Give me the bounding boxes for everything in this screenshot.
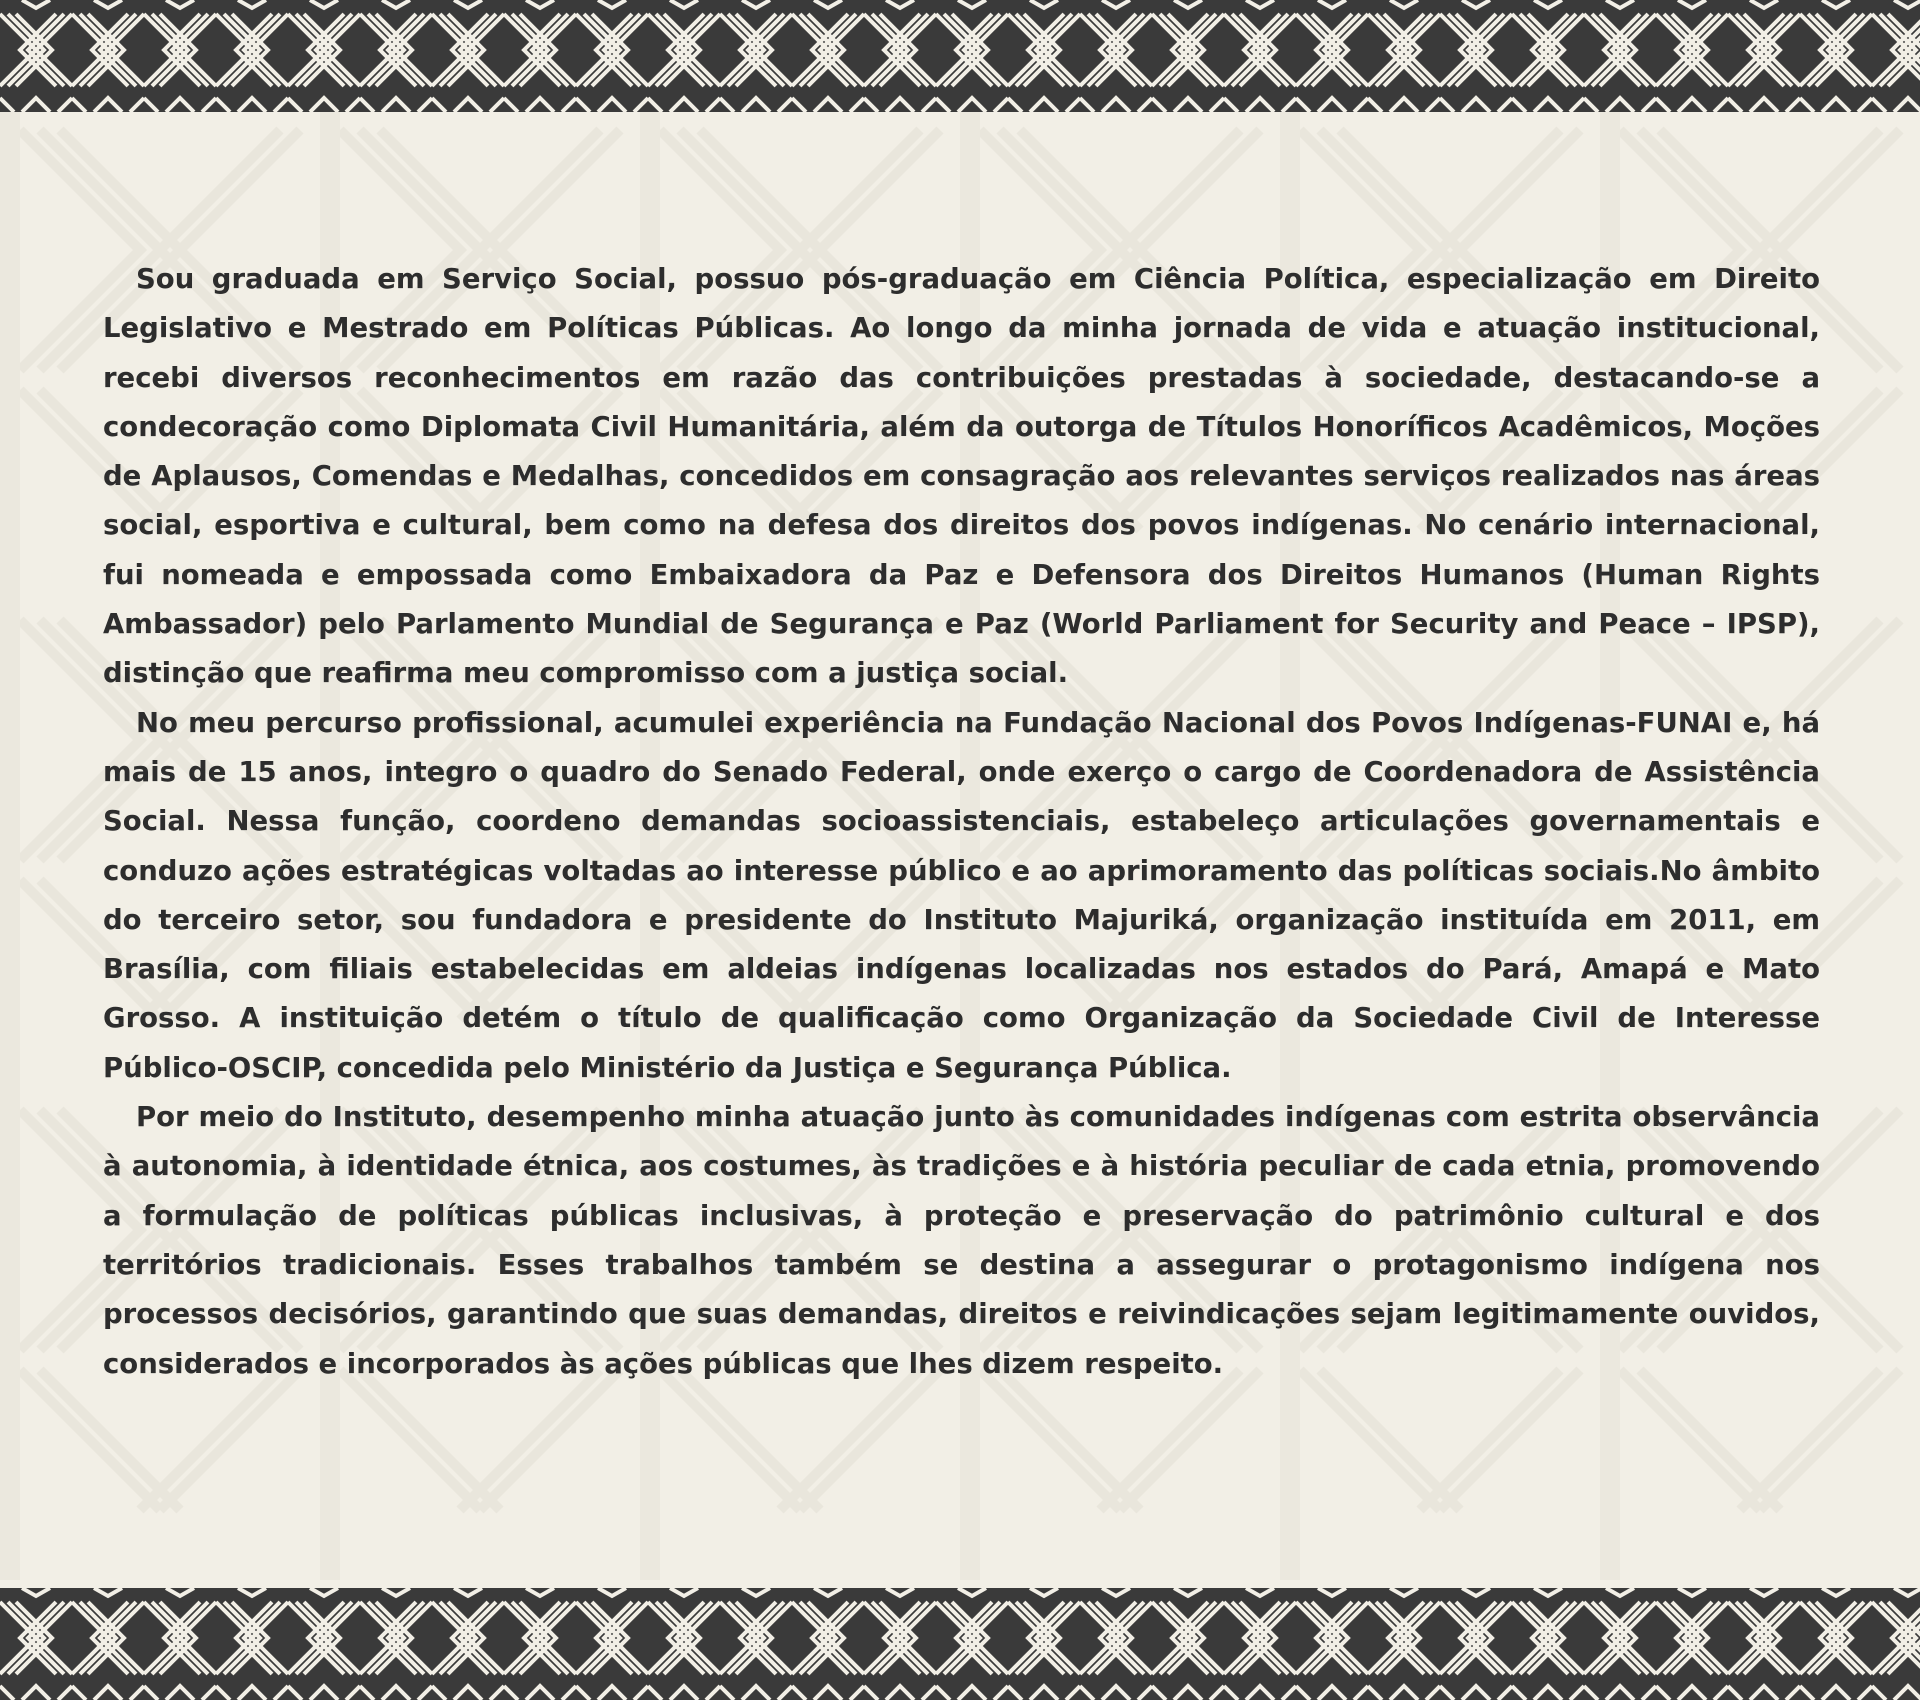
paragraph-3: Por meio do Instituto, desempenho minha atuação junto às comunidades indígenas com estrita observância à autonomia, à identidade étnica, aos costumes, às tradições e à história peculiar de cada etnia, promovendo a formulação de políticas públicas inclusivas, à proteção e preservação do patrimônio cultural e dos territórios tradicionais. Esses trabalhos também se destina a assegurar o protagonismo indígena nos processos decisórios, garantindo que suas demandas, direitos e reivindicações sejam legitimamente ouvidos, considerados e incorporados às ações públicas que lhes dizem respeito. bbox=[103, 1101, 1820, 1380]
paragraph-2: No meu percurso profissional, acumulei experiência na Fundação Nacional dos Povos Indígenas-FUNAI e, há mais de 15 anos, integro o quadro do Senado Federal, onde exerço o cargo de Coordenadora de Assistência Social. Nessa função, coordeno demandas socioassistenciais, estabeleço articulações governamentais e conduzo ações estratégicas voltadas ao interesse público e ao aprimoramento das políticas sociais.No âmbito do terceiro setor, sou fundadora e presidente do Instituto Majuriká, organização instituída em 2011, em Brasília, com filiais estabelecidas em aldeias indígenas localizadas nos estados do Pará, Amapá e Mato Grosso. A instituição detém o título de qualificação como Organização da Sociedade Civil de Interesse Público-OSCIP, concedida pelo Ministério da Justiça e Segurança Pública. bbox=[103, 706, 1820, 1084]
top-pattern-band bbox=[0, 0, 1920, 112]
paragraph-1: Sou graduada em Serviço Social, possuo pós-graduação em Ciência Política, especialização em Direito Legislativo e Mestrado em Políticas Públicas. Ao longo da minha jornada de vida e atuação institucional, recebi diversos reconhecimentos em razão das contribuições prestadas à sociedade, destacando-se a condecoração como Diplomata Civil Humanitária, além da outorga de Títulos Honoríficos Acadêmicos, Moções de Aplausos, Comendas e Medalhas, concedidos em consagração aos relevantes serviços realizados nas áreas social, esportiva e cultural, bem como na defesa dos direitos dos povos indígenas. No cenário internacional, fui nomeada e empossada como Embaixadora da Paz e Defensora dos Direitos Humanos (Human Rights Ambassador) pelo Parlamento Mundial de Segurança e Paz (World Parliament for Security and Peace – IPSP), distinção que reafirma meu compromisso com a justiça social. bbox=[103, 263, 1820, 690]
biography-text bbox=[103, 255, 1820, 1389]
bottom-pattern-band bbox=[0, 1588, 1920, 1700]
